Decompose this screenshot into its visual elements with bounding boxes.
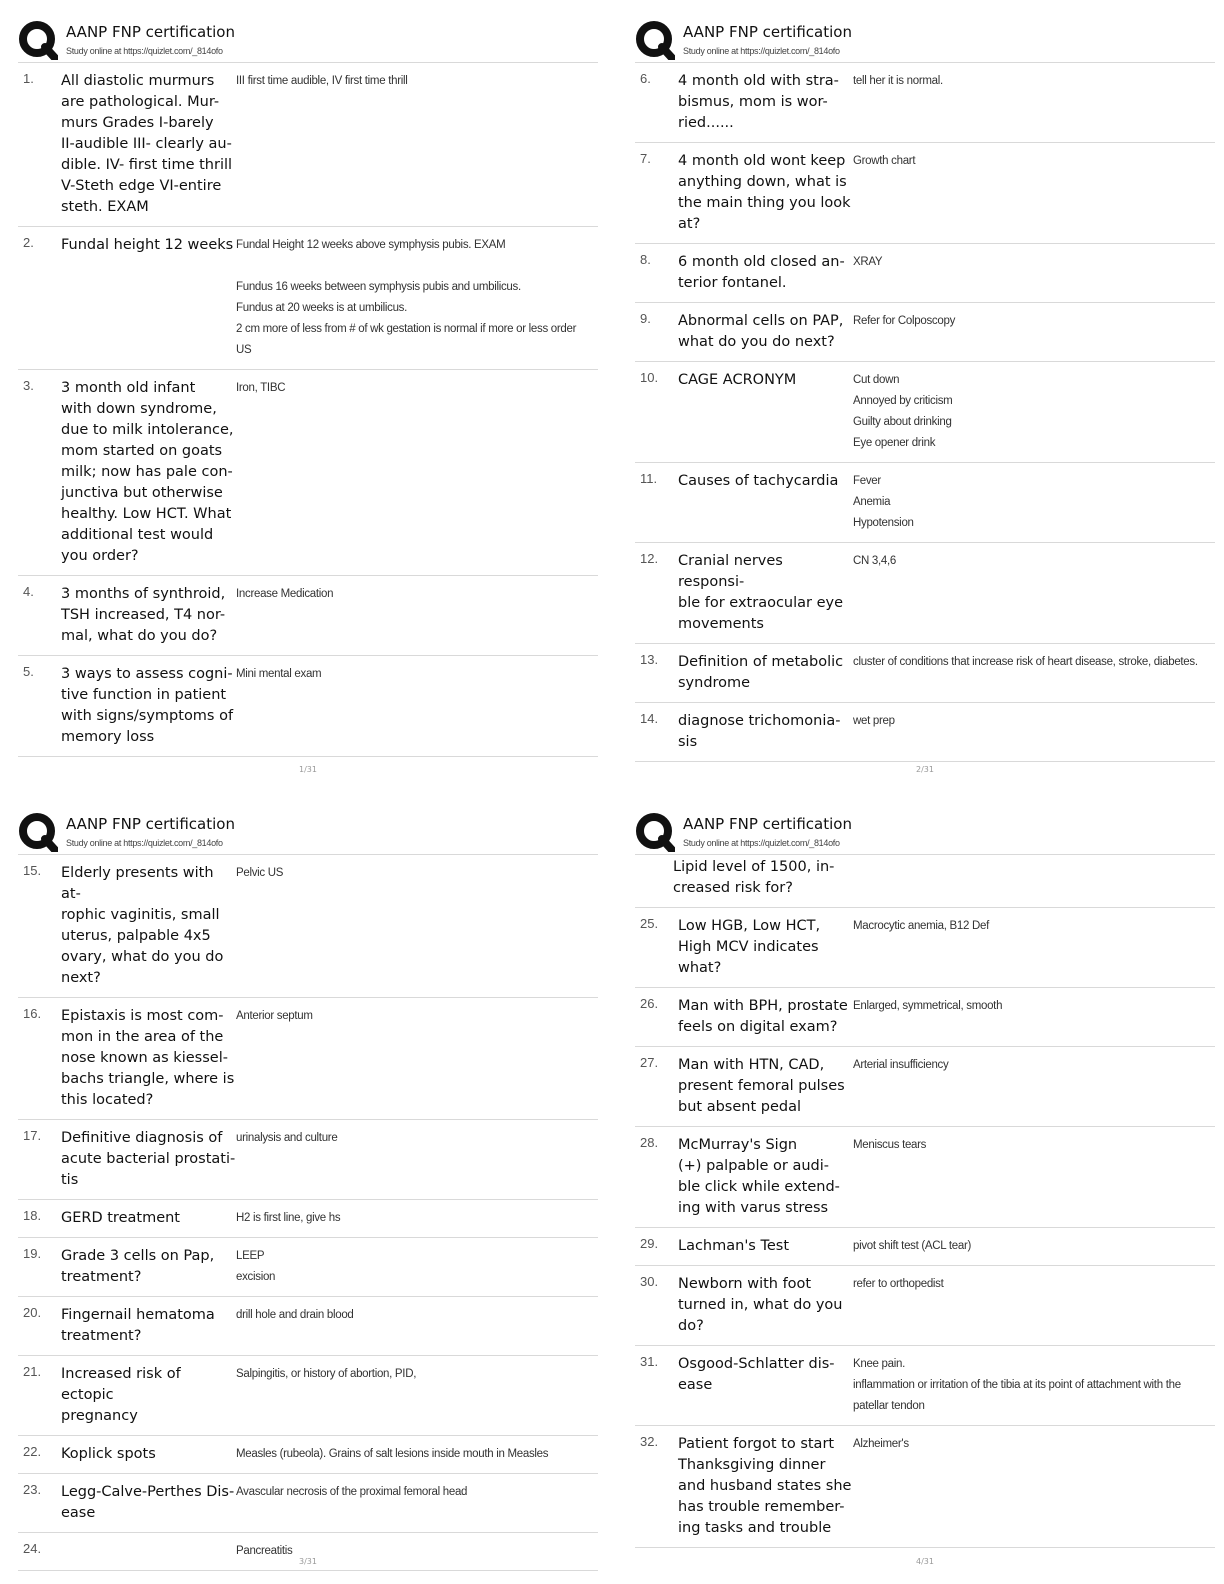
- card-number: 6.: [640, 71, 651, 86]
- study-online-link[interactable]: Study online at https://quizlet.com/_814ofo: [66, 46, 223, 56]
- card-definition: Meniscus tears: [853, 1139, 927, 1151]
- quizlet-logo-icon: [635, 20, 675, 60]
- page-number: 2/31: [916, 765, 934, 774]
- card-definition: wet prep: [853, 715, 895, 727]
- study-online-link[interactable]: Study online at https://quizlet.com/_814ofo: [66, 838, 223, 848]
- card-term: CAGE ACRONYM: [678, 372, 797, 388]
- set-title: AANP FNP certification: [683, 23, 852, 41]
- flashcard-row: [18, 1436, 598, 1474]
- flashcard-row: [635, 1346, 1215, 1426]
- card-definition: urinalysis and culture: [236, 1132, 338, 1144]
- card-definition: pivot shift test (ACL tear): [853, 1240, 972, 1252]
- flashcard-page-3: [18, 810, 598, 1570]
- card-term: Osgood-Schlatter dis- ease: [678, 1356, 835, 1393]
- flashcard-row: [18, 370, 598, 576]
- card-term: 3 months of synthroid, TSH increased, T4 nor- mal, what do you do?: [61, 586, 226, 644]
- card-number: 20.: [23, 1305, 42, 1320]
- card-definition: Knee pain. inflammation or irritation of the tibia at its point of attachment with the patellar tendon: [853, 1358, 1181, 1412]
- card-definition: refer to orthopedist: [853, 1278, 944, 1290]
- flashcard-row: [635, 988, 1215, 1047]
- card-number: 17.: [23, 1128, 42, 1143]
- flashcard-row: [18, 1238, 598, 1297]
- flashcard-page-4: [635, 810, 1215, 1570]
- card-number: 2.: [23, 235, 34, 250]
- card-number: 27.: [640, 1055, 659, 1070]
- card-number: 30.: [640, 1274, 659, 1289]
- flashcard-row: [635, 703, 1215, 762]
- card-term: GERD treatment: [61, 1210, 180, 1226]
- flashcard-row: [635, 1426, 1215, 1548]
- flashcard-row: [18, 576, 598, 656]
- card-term: Fingernail hematoma treatment?: [61, 1307, 215, 1344]
- card-number: 4.: [23, 584, 34, 599]
- card-number: 18.: [23, 1208, 42, 1223]
- card-term: Cranial nerves responsi- ble for extraocular eye movements: [678, 553, 844, 632]
- card-term: 4 month old wont keep anything down, what is the main thing you look at?: [678, 153, 851, 232]
- page-number: 3/31: [299, 1557, 317, 1566]
- card-number: 10.: [640, 370, 659, 385]
- card-number: 15.: [23, 863, 42, 878]
- card-number: 21.: [23, 1364, 42, 1379]
- page-number: 4/31: [916, 1557, 934, 1566]
- set-title: AANP FNP certification: [683, 815, 852, 833]
- continued-term: Lipid level of 1500, in- creased risk for?: [635, 855, 1215, 908]
- card-definition: Mini mental exam: [236, 668, 322, 680]
- card-definition: cluster of conditions that increase risk of heart disease, stroke, diabetes.: [853, 656, 1198, 668]
- card-definition: Increase Medication: [236, 588, 334, 600]
- card-list: [18, 855, 598, 1571]
- flashcard-row: [18, 1120, 598, 1200]
- card-number: 9.: [640, 311, 651, 326]
- card-number: 31.: [640, 1354, 659, 1369]
- card-definition: XRAY: [853, 256, 883, 268]
- card-number: 3.: [23, 378, 34, 393]
- study-online-link[interactable]: Study online at https://quizlet.com/_814ofo: [683, 838, 840, 848]
- flashcard-row: [635, 143, 1215, 244]
- quizlet-logo-icon: [18, 812, 58, 852]
- card-definition: Cut down Annoyed by criticism Guilty about drinking Eye opener drink: [853, 374, 953, 449]
- card-definition: CN 3,4,6: [853, 555, 896, 567]
- card-term: 3 ways to assess cogni- tive function in patient with signs/symptoms of memory loss: [61, 666, 234, 745]
- flashcard-row: [635, 644, 1215, 703]
- flashcard-row: [18, 227, 598, 370]
- card-term: diagnose trichomonia- sis: [678, 713, 841, 750]
- flashcard-row: [18, 1474, 598, 1533]
- card-number: 19.: [23, 1246, 42, 1261]
- card-definition: Macrocytic anemia, B12 Def: [853, 920, 990, 932]
- card-list: [635, 908, 1215, 1548]
- flashcard-row: [635, 244, 1215, 303]
- card-term: All diastolic murmurs are pathological. Mur- murs Grades I-barely II-audible III- clearly au- dible. IV- first time thrill V-Steth edge VI-entire steth. EXAM: [61, 73, 233, 215]
- flashcard-row: [635, 908, 1215, 988]
- card-definition: Refer for Colposcopy: [853, 315, 956, 327]
- card-definition: drill hole and drain blood: [236, 1309, 354, 1321]
- card-number: 8.: [640, 252, 651, 267]
- card-number: 5.: [23, 664, 34, 679]
- page-header: [635, 18, 1215, 60]
- card-number: 7.: [640, 151, 651, 166]
- card-term: Lachman's Test: [678, 1238, 790, 1254]
- card-term: Abnormal cells on PAP, what do you do next?: [678, 313, 844, 350]
- card-term: Definitive diagnosis of acute bacterial prostati- tis: [61, 1130, 236, 1188]
- flashcard-row: [18, 1200, 598, 1238]
- card-term: Man with HTN, CAD, present femoral pulses but absent pedal: [678, 1057, 845, 1115]
- card-term: Patient forgot to start Thanksgiving dinner and husband states she has trouble remember- ing tasks and trouble: [678, 1436, 852, 1536]
- card-list: [635, 63, 1215, 762]
- card-number: 16.: [23, 1006, 42, 1021]
- study-online-link[interactable]: Study online at https://quizlet.com/_814ofo: [683, 46, 840, 56]
- card-number: 22.: [23, 1444, 42, 1459]
- flashcard-page-2: [635, 18, 1215, 778]
- quizlet-logo-icon: [18, 20, 58, 60]
- flashcard-row: [18, 855, 598, 998]
- card-term: Definition of metabolic syndrome: [678, 654, 844, 691]
- page-number: 1/31: [299, 765, 317, 774]
- flashcard-row: [635, 1266, 1215, 1346]
- flashcard-page-1: [18, 18, 598, 778]
- card-definition: Anterior septum: [236, 1010, 313, 1022]
- card-term: Causes of tachycardia: [678, 473, 839, 489]
- card-number: 25.: [640, 916, 659, 931]
- card-term: Koplick spots: [61, 1446, 156, 1462]
- card-term: Low HGB, Low HCT, High MCV indicates what?: [678, 918, 821, 976]
- card-definition: III first time audible, IV first time thrill: [236, 75, 408, 87]
- card-number: 32.: [640, 1434, 659, 1449]
- page-header: [18, 18, 598, 60]
- card-definition: Growth chart: [853, 155, 916, 167]
- card-number: 11.: [640, 471, 658, 486]
- flashcard-row: [635, 63, 1215, 143]
- card-term: Newborn with foot turned in, what do you do?: [678, 1276, 843, 1334]
- card-definition: Measles (rubeola). Grains of salt lesions inside mouth in Measles: [236, 1448, 549, 1460]
- card-definition: Fundal Height 12 weeks above symphysis pubis. EXAM Fundus 16 weeks between symphysis pubis and umbilicus. Fundus at 20 weeks is at umbilicus. 2 cm more of less from # of wk gestation is normal if more or less order US: [236, 239, 577, 356]
- card-term: Elderly presents with at- rophic vaginitis, small uterus, palpable 4x5 ovary, what do you do next?: [61, 865, 224, 986]
- card-number: 14.: [640, 711, 659, 726]
- flashcard-row: [635, 362, 1215, 463]
- card-definition: Pelvic US: [236, 867, 284, 879]
- page-header: [18, 810, 598, 852]
- card-definition: Fever Anemia Hypotension: [853, 475, 914, 529]
- flashcard-row: [635, 303, 1215, 362]
- card-definition: Arterial insufficiency: [853, 1059, 949, 1071]
- card-term: McMurray's Sign (+) palpable or audi- ble click while extend- ing with varus stress: [678, 1137, 840, 1216]
- flashcard-row: [635, 463, 1215, 543]
- card-term: 4 month old with stra- bismus, mom is wor- ried......: [678, 73, 839, 131]
- card-term: Grade 3 cells on Pap, treatment?: [61, 1248, 215, 1285]
- card-definition: Iron, TIBC: [236, 382, 286, 394]
- card-number: 29.: [640, 1236, 659, 1251]
- flashcard-row: [635, 1047, 1215, 1127]
- flashcard-row: [18, 998, 598, 1120]
- card-number: 13.: [640, 652, 659, 667]
- page-header: [635, 810, 1215, 852]
- card-definition: LEEP excision: [236, 1250, 276, 1283]
- card-term: 3 month old infant with down syndrome, due to milk intolerance, mom started on goats milk; now has pale con- junctiva but otherwise healthy. Low HCT. What additional test would you order?: [61, 380, 234, 564]
- flashcard-row: [18, 1356, 598, 1436]
- card-term: Legg-Calve-Perthes Dis- ease: [61, 1484, 235, 1521]
- card-number: 1.: [23, 71, 34, 86]
- card-definition: Pancreatitis: [236, 1545, 293, 1557]
- card-list: [18, 63, 598, 757]
- card-number: 23.: [23, 1482, 42, 1497]
- flashcard-row: [18, 656, 598, 757]
- card-definition: Enlarged, symmetrical, smooth: [853, 1000, 1003, 1012]
- flashcard-row: [635, 1127, 1215, 1228]
- card-number: 26.: [640, 996, 659, 1011]
- card-number: 24.: [23, 1541, 42, 1556]
- flashcard-row: [635, 543, 1215, 644]
- card-term: Increased risk of ectopic pregnancy: [61, 1366, 181, 1424]
- flashcard-row: [18, 1297, 598, 1356]
- flashcard-row: [635, 1228, 1215, 1266]
- set-title: AANP FNP certification: [66, 23, 235, 41]
- card-number: 28.: [640, 1135, 659, 1150]
- card-definition: Alzheimer's: [853, 1438, 909, 1450]
- card-term: Fundal height 12 weeks: [61, 237, 234, 253]
- card-definition: tell her it is normal.: [853, 75, 943, 87]
- card-term: Epistaxis is most com- mon in the area of the nose known as kiessel- bachs triangle, where is this located?: [61, 1008, 235, 1108]
- set-title: AANP FNP certification: [66, 815, 235, 833]
- quizlet-logo-icon: [635, 812, 675, 852]
- card-definition: Avascular necrosis of the proximal femoral head: [236, 1486, 468, 1498]
- card-term: Man with BPH, prostate feels on digital exam?: [678, 998, 848, 1035]
- flashcard-row: [18, 63, 598, 227]
- card-term: 6 month old closed an- terior fontanel.: [678, 254, 845, 291]
- card-definition: Salpingitis, or history of abortion, PID,: [236, 1368, 417, 1380]
- card-definition: H2 is first line, give hs: [236, 1212, 341, 1224]
- card-number: 12.: [640, 551, 659, 566]
